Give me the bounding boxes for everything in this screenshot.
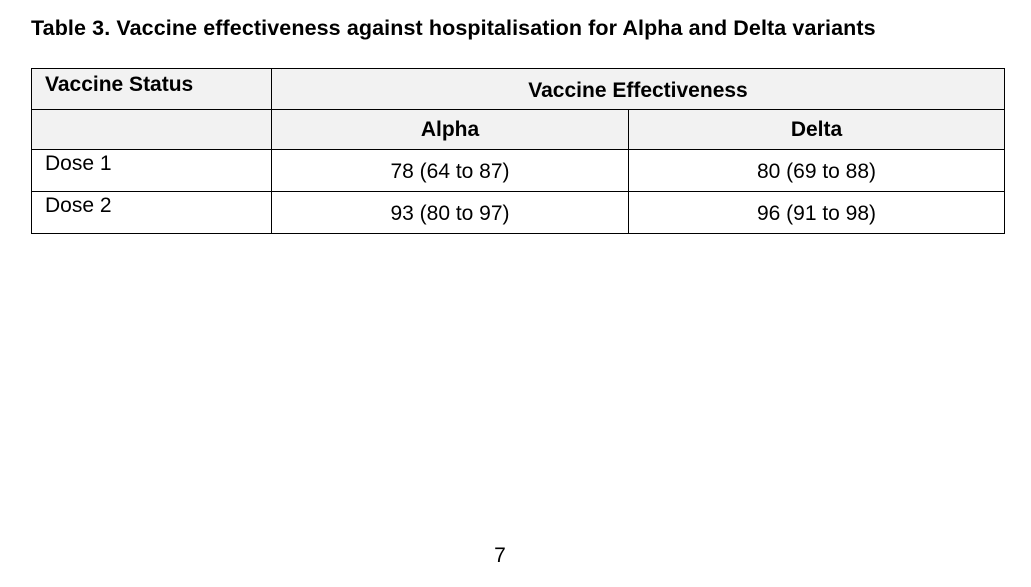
dose-1-alpha-value: 78 (64 to 87) xyxy=(272,150,629,192)
dose-2-alpha-value: 93 (80 to 97) xyxy=(272,192,629,234)
page-number: 7 xyxy=(494,544,506,567)
vaccine-effectiveness-table xyxy=(31,68,1005,234)
empty-header-cell xyxy=(32,110,272,150)
dose-1-label: Dose 1 xyxy=(32,150,272,192)
dose-2-delta-value: 96 (91 to 98) xyxy=(629,192,1005,234)
alpha-header: Alpha xyxy=(272,110,629,150)
table-header-row xyxy=(32,69,1005,110)
dose-2-label: Dose 2 xyxy=(32,192,272,234)
delta-header: Delta xyxy=(629,110,1005,150)
table-caption: Table 3. Vaccine effectiveness against hospitalisation for Alpha and Delta variants xyxy=(31,16,876,40)
table-row xyxy=(32,192,1005,234)
dose-1-delta-value: 80 (69 to 88) xyxy=(629,150,1005,192)
vaccine-effectiveness-header: Vaccine Effectiveness xyxy=(272,69,1005,110)
table-row xyxy=(32,150,1005,192)
variant-header-row xyxy=(32,110,1005,150)
vaccine-status-header: Vaccine Status xyxy=(32,69,272,110)
